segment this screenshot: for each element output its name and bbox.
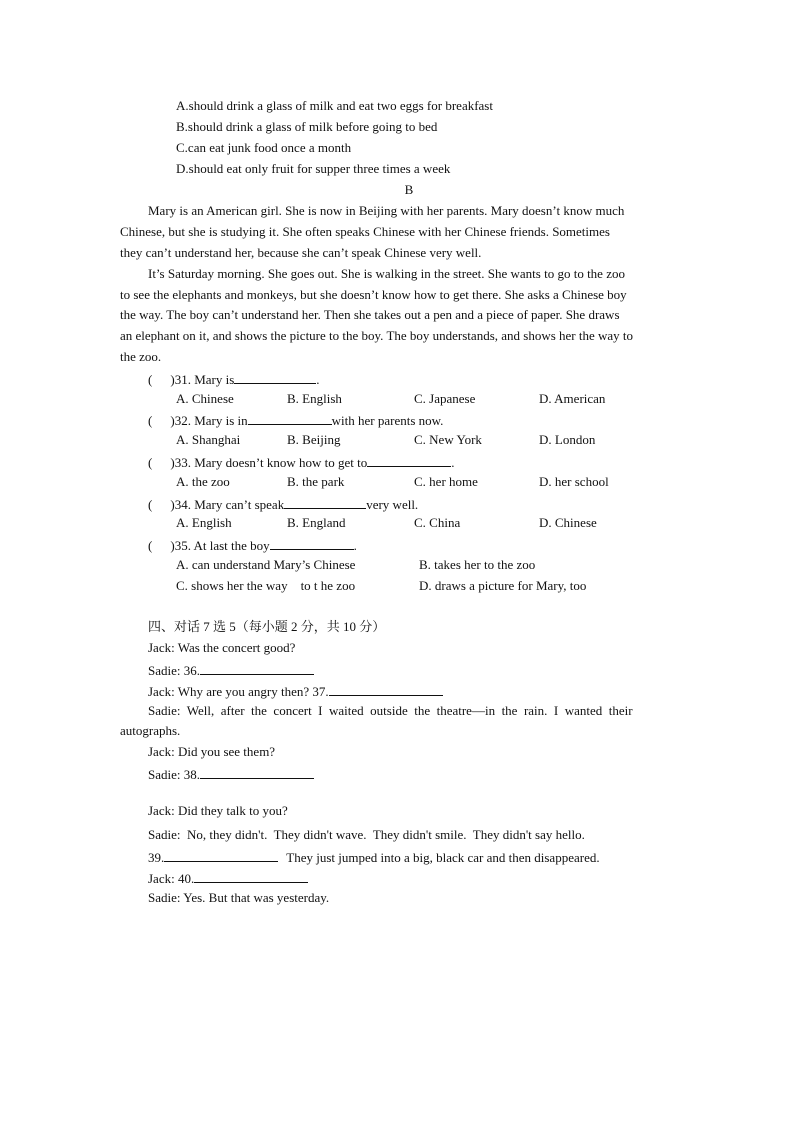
dialogue-line: Jack: 40. (148, 869, 308, 887)
q34-option-d[interactable]: D. Chinese (539, 515, 597, 530)
passage-line: Chinese, but she is studying it. She often speaks Chinese with her Chinese friends. Sometimes (120, 224, 610, 239)
passage-line: to see the elephants and monkeys, but she doesn’t know how to get there. She asks a Chinese boy (120, 287, 627, 302)
answer-blank[interactable] (234, 370, 316, 384)
passage-line: an elephant on it, and shows the picture to the boy. The boy understands, and shows her the way to (120, 328, 634, 343)
dialogue-line: 39. They just jumped into a big, black car and then disappeared. (148, 850, 600, 865)
q32-option-d[interactable]: D. London (539, 432, 596, 447)
dialogue-line: Sadie: 38. (148, 765, 314, 783)
q34-option-c[interactable]: C. China (414, 515, 461, 530)
q33-option-a[interactable]: A. the zoo (176, 474, 230, 489)
option-c-prev: C.can eat junk food once a month (176, 140, 352, 155)
answer-blank[interactable] (248, 411, 332, 425)
q31-option-b[interactable]: B. English (287, 391, 342, 406)
dialogue-line: Sadie: 36. (148, 661, 314, 679)
answer-blank-36[interactable] (200, 661, 314, 675)
question-31: ( )31. Mary is . (148, 372, 320, 387)
answer-blank[interactable] (284, 495, 366, 509)
answer-blank[interactable] (270, 536, 354, 550)
dialogue-line: Jack: Why are you angry then? 37. (148, 682, 443, 700)
question-35: ( )35. At last the boy . (148, 538, 357, 553)
dialogue-line: Jack: Did you see them? (148, 744, 276, 759)
question-34: ( )34. Mary can’t speak very well. (148, 497, 419, 512)
answer-blank-39[interactable] (164, 848, 278, 862)
q34-option-b[interactable]: B. England (287, 515, 346, 530)
option-b-prev: B.should drink a glass of milk before going to bed (176, 119, 438, 134)
q31-option-d[interactable]: D. American (539, 391, 606, 406)
answer-blank-40[interactable] (194, 869, 308, 883)
option-a-prev: A.should drink a glass of milk and eat two eggs for breakfast (176, 98, 493, 113)
q35-option-b[interactable]: B. takes her to the zoo (419, 557, 536, 572)
q33-option-b[interactable]: B. the park (287, 474, 345, 489)
dialogue-line: Jack: Was the concert good? (148, 640, 296, 655)
q31-option-a[interactable]: A. Chinese (176, 391, 234, 406)
answer-blank-37[interactable] (329, 682, 443, 696)
passage-line: Mary is an American girl. She is now in Beijing with her parents. Mary doesn’t know much (148, 203, 625, 218)
q32-option-a[interactable]: A. Shanghai (176, 432, 241, 447)
passage-line: they can’t understand her, because she can’t speak Chinese very well. (120, 245, 482, 260)
q35-option-c[interactable]: C. shows her the way to t he zoo (176, 578, 356, 593)
dialogue-line: Sadie: Yes. But that was yesterday. (148, 890, 330, 905)
q32-option-c[interactable]: C. New York (414, 432, 482, 447)
dialogue-line: Sadie: No, they didn't. They didn't wave. They didn't smile. They didn't say hello. (148, 827, 585, 842)
section-4-heading: 四、对话 7 选 5（每小题 2 分，共 10 分） (148, 619, 386, 634)
section-b-label: B (404, 182, 414, 197)
passage-line: the zoo. (120, 349, 162, 364)
q35-option-d[interactable]: D. draws a picture for Mary, too (419, 578, 587, 593)
answer-blank[interactable] (367, 453, 451, 467)
q33-option-c[interactable]: C. her home (414, 474, 478, 489)
q34-option-a[interactable]: A. English (176, 515, 232, 530)
question-32: ( )32. Mary is in with her parents now. (148, 413, 444, 428)
option-d-prev: D.should eat only fruit for supper three times a week (176, 161, 451, 176)
q33-option-d[interactable]: D. her school (539, 474, 609, 489)
passage-line: the way. The boy can’t understand her. Then she takes out a pen and a piece of paper. She draws (120, 307, 620, 322)
dialogue-line: Jack: Did they talk to you? (148, 803, 288, 818)
q31-option-c[interactable]: C. Japanese (414, 391, 476, 406)
dialogue-line: Sadie: Well, after the concert I waited outside the theatre—in the rain. I wanted their (148, 703, 633, 718)
answer-blank-38[interactable] (200, 765, 314, 779)
dialogue-line: autographs. (120, 723, 181, 738)
q35-option-a[interactable]: A. can understand Mary’s Chinese (176, 557, 356, 572)
q32-option-b[interactable]: B. Beijing (287, 432, 341, 447)
question-33: ( )33. Mary doesn’t know how to get to . (148, 455, 455, 470)
passage-line: It’s Saturday morning. She goes out. She is walking in the street. She wants to go to the zoo (148, 266, 625, 281)
